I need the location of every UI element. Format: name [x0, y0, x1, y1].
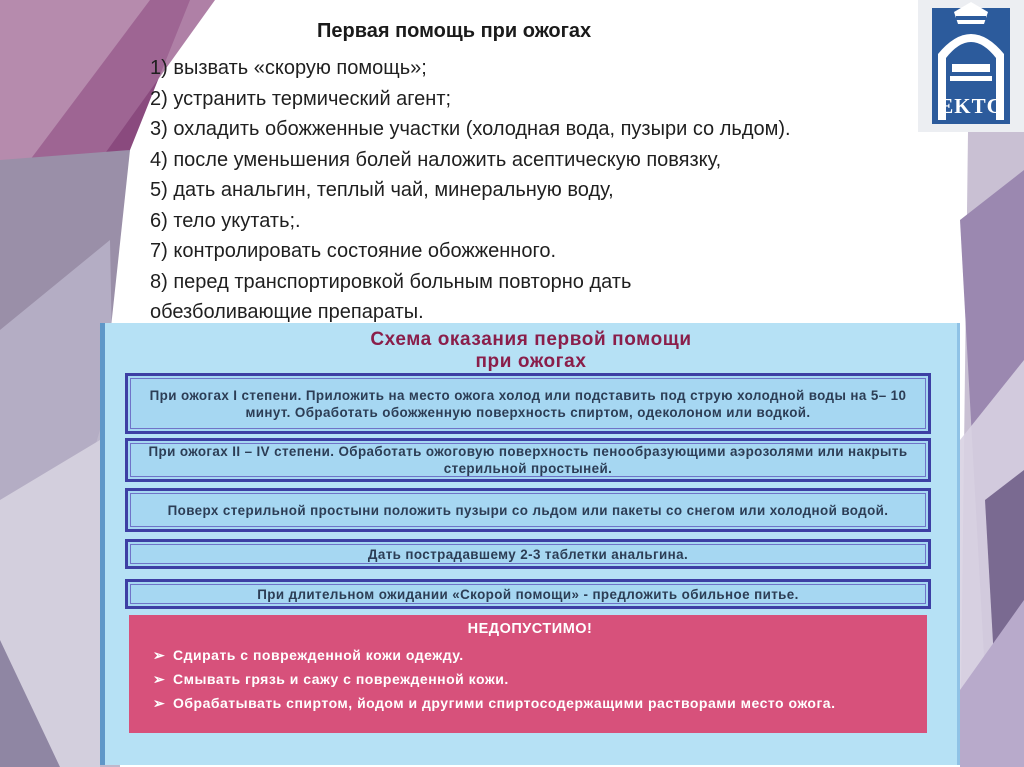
list-item: 7) контролировать состояние обожженного.	[150, 240, 556, 262]
first-aid-steps-list	[150, 53, 980, 328]
scheme-box-degree-1: При ожогах I степени. Приложить на место ожога холод или подставить под струю холодной воды на 5– 10 минут. Обработать обожженную поверхность спиртом, одеколоном или водкой.	[125, 373, 931, 434]
list-item: 3) охладить обожженные участки (холодная вода, пузыри со льдом).	[150, 118, 791, 140]
arrow-bullet-icon: ➢	[153, 695, 166, 711]
warning-item	[145, 647, 915, 663]
arrow-bullet-icon: ➢	[153, 671, 166, 687]
warning-box	[129, 615, 927, 733]
first-aid-scheme-panel	[100, 323, 960, 765]
list-item: 8) перед транспортировкой больным повторно дать	[150, 270, 632, 293]
scheme-box-ice: Поверх стерильной простыни положить пузыри со льдом или пакеты со снегом или холодной водой.	[125, 488, 931, 532]
list-item: 1) вызвать «скорую помощь»;	[150, 57, 427, 79]
list-item: 6) тело укутать;.	[150, 209, 301, 232]
warning-title: НЕДОПУСТИМО!	[467, 621, 593, 637]
warning-item	[145, 671, 915, 687]
warning-item-text: Сдирать с поврежденной кожи одежду.	[173, 647, 464, 663]
page-title: Первая помощь при ожогах	[317, 20, 592, 42]
logo-text: EKTC	[939, 94, 1003, 118]
scheme-title	[105, 329, 957, 373]
list-item: 2) устранить термический агент;	[150, 87, 452, 110]
arrow-bullet-icon: ➢	[153, 647, 166, 663]
scheme-box-analgin: Дать пострадавшему 2-3 таблетки анальгина.	[125, 539, 931, 569]
list-item: 5) дать анальгин, теплый чай, минеральную воду,	[150, 179, 614, 201]
list-item: 4) после уменьшения болей наложить асептическую повязку,	[150, 148, 722, 171]
warning-item-text: Смывать грязь и сажу с поврежденной кожи.	[173, 671, 509, 687]
scheme-box-drink: При длительном ожидании «Скорой помощи» - предложить обильное питье.	[125, 579, 931, 609]
warning-item-text: Обрабатывать спиртом, йодом и другими спиртосодержащими растворами место ожога.	[173, 695, 836, 711]
list-item: обезболивающие препараты.	[150, 301, 424, 323]
scheme-title-line: при ожогах	[475, 351, 587, 372]
warning-item	[145, 695, 915, 711]
scheme-box-degree-2-4: При ожогах II – IV степени. Обработать ожоговую поверхность пенообразующими аэрозолями или накрыть стерильной простыней.	[125, 438, 931, 482]
scheme-title-line: Схема оказания первой помощи	[370, 329, 692, 350]
